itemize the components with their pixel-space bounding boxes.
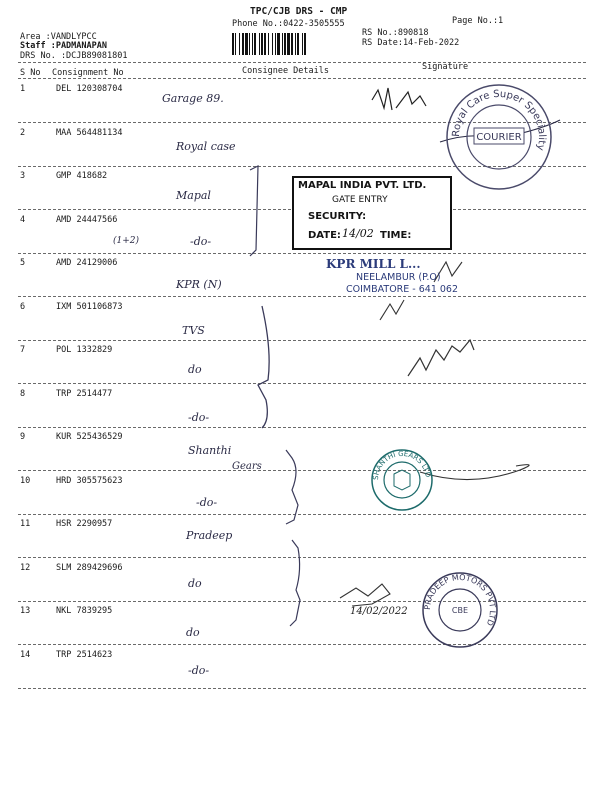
row-consignee-handwritten: Shanthi: [188, 444, 232, 457]
signed-date: 14/02/2022: [350, 606, 408, 617]
row-consignment-no: DEL 120308704: [56, 84, 123, 94]
col-header-consignment: Consignment No: [52, 68, 124, 78]
row-consignment-no: HSR 2290957: [56, 519, 113, 529]
row-sno: 8: [20, 388, 26, 399]
mapal-stamp-date-value: 14/02: [342, 227, 374, 240]
row-consignment-no: GMP 418682: [56, 171, 108, 181]
col-header-sno: S No: [20, 68, 41, 78]
row-sno: 1: [20, 84, 26, 94]
mill-stamp-name: KPR MILL L...: [326, 257, 421, 271]
row-sno: 13: [20, 606, 31, 616]
row-sno: 12: [20, 562, 31, 573]
row-sno: 6: [20, 301, 26, 312]
phone-number: Phone No.:0422-3505555: [232, 19, 345, 29]
rs-date: RS Date:14-Feb-2022: [362, 38, 460, 48]
row-consignment-no: POL 1332829: [56, 345, 113, 355]
row-sno: 7: [20, 345, 26, 355]
drs-number: DRS No. :DCJB89081801: [20, 51, 128, 61]
mapal-stamp-gate: GATE ENTRY: [332, 195, 388, 205]
row-consignee-handwritten: do: [188, 576, 202, 590]
mapal-stamp-date-label: DATE:: [308, 230, 341, 241]
pradeep-motors-stamp-icon: [420, 570, 500, 650]
row-consignment-no: SLM 289429696: [56, 562, 123, 573]
svg-text:Royal Care Super Speciality: Royal Care Super Speciality: [450, 88, 548, 152]
svg-text:COURIER: COURIER: [476, 132, 522, 143]
svg-text:CBE: CBE: [451, 606, 469, 615]
mapal-stamp-title: MAPAL INDIA PVT. LTD.: [298, 180, 427, 191]
row-consignment-no: NKL 7839295: [56, 606, 113, 616]
row-sno: 5: [20, 258, 26, 268]
mapal-gate-stamp: [292, 176, 452, 250]
row-consignee-handwritten: -do-: [188, 663, 210, 677]
courier-stamp-icon: [444, 82, 554, 192]
staff-label: Staff :PADMANAPAN: [20, 41, 107, 51]
document-title: TPC/CJB DRS - CMP: [250, 6, 348, 17]
row-consignment-no: TRP 2514477: [56, 388, 113, 399]
row-consignment-no: IXM 501106873: [56, 301, 123, 312]
rs-number: RS No.:890818: [362, 28, 429, 38]
row-consignee-handwritten: TVS: [182, 323, 205, 337]
row-consignee-handwritten: Royal case: [176, 139, 236, 153]
mill-stamp-city: COIMBATORE - 641 062: [346, 284, 459, 295]
row-sno: 2: [20, 127, 26, 138]
row-consignment-no: KUR 525436529: [56, 432, 123, 442]
row-sno: 14: [20, 649, 31, 660]
row-consignee-handwritten: Pradeep: [186, 529, 233, 542]
row-consignment-no: TRP 2514623: [56, 649, 113, 660]
area-label: Area :VANDLYPCC: [20, 32, 97, 42]
col-header-consignee: Consignee Details: [242, 66, 329, 76]
row-consignment-no: MAA 564481134: [56, 127, 123, 138]
row-consignee-handwritten: Garage 89.: [162, 92, 224, 105]
row-consignee-handwritten: -do-: [188, 410, 210, 424]
row-sno: 3: [20, 171, 26, 181]
row-sno: 11: [20, 519, 31, 529]
svg-text:SHANTHI GEARS LTD: SHANTHI GEARS LTD: [371, 449, 432, 481]
row-consignee-handwritten: KPR (N): [176, 278, 222, 291]
mapal-stamp-security: SECURITY:: [308, 211, 367, 222]
page-number: Page No.:1: [452, 16, 504, 26]
row-sno: 9: [20, 432, 26, 442]
row-sno: 4: [20, 214, 26, 225]
mapal-stamp-time-label: TIME:: [380, 230, 412, 241]
row-consignment-no: AMD 24129006: [56, 258, 118, 268]
shanthi-gears-stamp-icon: [370, 448, 434, 512]
row-consignee-handwritten: Mapal: [176, 189, 211, 202]
row-consignment-no: HRD 305575623: [56, 475, 123, 486]
row-consignee-handwritten: do: [188, 363, 202, 376]
handwritten-note: (1+2): [113, 236, 140, 246]
mill-stamp-place: NEELAMBUR (P.O): [356, 272, 441, 283]
col-header-signature: Signature: [422, 62, 469, 72]
handwritten-gears: Gears: [232, 461, 262, 472]
row-consignment-no: AMD 24447566: [56, 214, 118, 225]
row-consignee-handwritten: -do-: [190, 234, 212, 248]
row-sno: 10: [20, 475, 31, 486]
svg-text:PRADEEP MOTORS PVT LTD: PRADEEP MOTORS PVT LTD: [422, 572, 498, 628]
row-consignee-handwritten: do: [186, 626, 200, 639]
row-consignee-handwritten: -do-: [196, 495, 218, 509]
